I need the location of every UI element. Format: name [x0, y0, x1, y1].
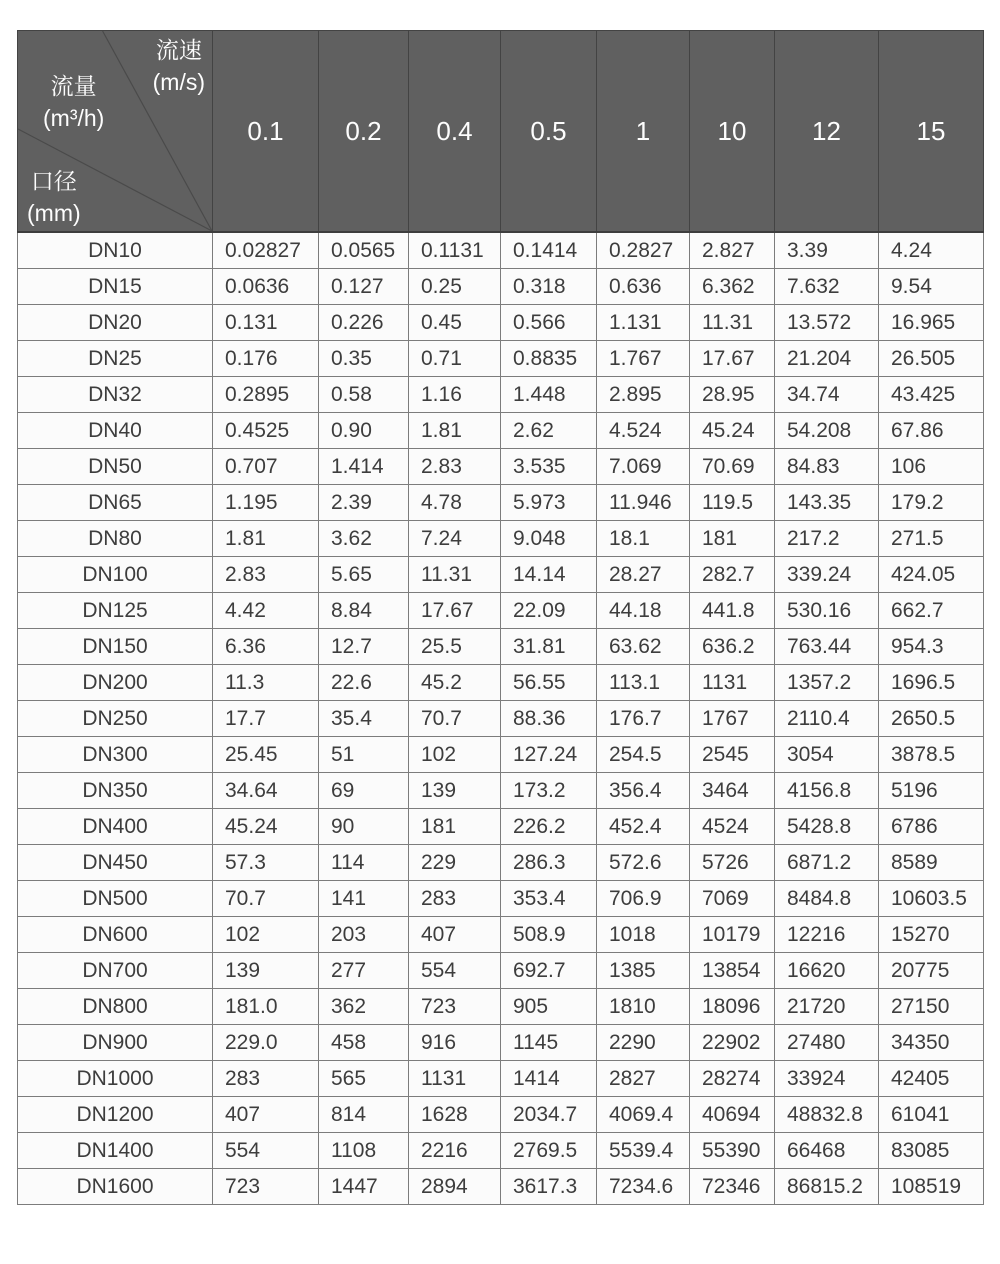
flow-value-cell: 54.208 [775, 413, 879, 449]
diameter-label-cell: DN300 [18, 737, 213, 773]
flow-value-cell: 1.767 [597, 341, 690, 377]
diameter-label-cell: DN600 [18, 917, 213, 953]
flow-value-cell: 226.2 [501, 809, 597, 845]
flow-value-cell: 2.83 [213, 557, 319, 593]
flow-value-cell: 723 [409, 989, 501, 1025]
diameter-label-cell: DN50 [18, 449, 213, 485]
flow-value-cell: 4524 [690, 809, 775, 845]
diameter-label-cell: DN80 [18, 521, 213, 557]
flow-value-cell: 143.35 [775, 485, 879, 521]
flow-value-cell: 1018 [597, 917, 690, 953]
flow-value-cell: 1.81 [213, 521, 319, 557]
flow-value-cell: 0.0636 [213, 269, 319, 305]
flow-value-cell: 31.81 [501, 629, 597, 665]
flow-value-cell: 2.39 [319, 485, 409, 521]
flow-value-cell: 179.2 [879, 485, 984, 521]
table-row [18, 232, 984, 269]
flow-value-cell: 66468 [775, 1133, 879, 1169]
flow-value-cell: 0.707 [213, 449, 319, 485]
flow-value-cell: 2216 [409, 1133, 501, 1169]
flow-value-cell: 67.86 [879, 413, 984, 449]
flow-value-cell: 407 [213, 1097, 319, 1133]
bore-label-text: 口径 [30, 168, 77, 194]
flow-value-cell: 2827 [597, 1061, 690, 1097]
flow-value-cell: 2.83 [409, 449, 501, 485]
flow-value-cell: 1696.5 [879, 665, 984, 701]
flow-value-cell: 13854 [690, 953, 775, 989]
flow-value-cell: 0.4525 [213, 413, 319, 449]
flow-value-cell: 86815.2 [775, 1169, 879, 1205]
flow-value-cell: 2894 [409, 1169, 501, 1205]
table-row [18, 845, 984, 881]
flow-value-cell: 42405 [879, 1061, 984, 1097]
corner-velocity-label [153, 34, 205, 98]
flow-value-cell: 28274 [690, 1061, 775, 1097]
flow-value-cell: 5196 [879, 773, 984, 809]
diameter-label-cell: DN200 [18, 665, 213, 701]
flow-value-cell: 16620 [775, 953, 879, 989]
flow-value-cell: 356.4 [597, 773, 690, 809]
flow-value-cell: 283 [213, 1061, 319, 1097]
flow-value-cell: 83085 [879, 1133, 984, 1169]
flow-value-cell: 108519 [879, 1169, 984, 1205]
flow-value-cell: 554 [213, 1133, 319, 1169]
table-row [18, 341, 984, 377]
flow-value-cell: 20775 [879, 953, 984, 989]
flow-value-cell: 2545 [690, 737, 775, 773]
flow-value-cell: 5.65 [319, 557, 409, 593]
flow-value-cell: 1145 [501, 1025, 597, 1061]
flow-value-cell: 0.2827 [597, 232, 690, 269]
diameter-label-cell: DN1200 [18, 1097, 213, 1133]
table-body [18, 232, 984, 1205]
flow-value-cell: 61041 [879, 1097, 984, 1133]
diameter-label-cell: DN350 [18, 773, 213, 809]
flow-value-cell: 173.2 [501, 773, 597, 809]
flow-value-cell: 0.226 [319, 305, 409, 341]
flow-value-cell: 362 [319, 989, 409, 1025]
flow-value-cell: 3464 [690, 773, 775, 809]
flow-value-cell: 3.39 [775, 232, 879, 269]
diameter-label-cell: DN32 [18, 377, 213, 413]
diameter-label-cell: DN400 [18, 809, 213, 845]
flow-value-cell: 102 [409, 737, 501, 773]
flow-value-cell: 18096 [690, 989, 775, 1025]
table-row [18, 989, 984, 1025]
velocity-column-header: 0.4 [409, 31, 501, 233]
table-row [18, 269, 984, 305]
flow-value-cell: 0.0565 [319, 232, 409, 269]
flow-value-cell: 106 [879, 449, 984, 485]
flow-value-cell: 48832.8 [775, 1097, 879, 1133]
diameter-label-cell: DN25 [18, 341, 213, 377]
flow-value-cell: 9.048 [501, 521, 597, 557]
diameter-label-cell: DN100 [18, 557, 213, 593]
flow-value-cell: 407 [409, 917, 501, 953]
flow-value-cell: 45.2 [409, 665, 501, 701]
flow-value-cell: 14.14 [501, 557, 597, 593]
flow-value-cell: 0.45 [409, 305, 501, 341]
flow-value-cell: 3.535 [501, 449, 597, 485]
flow-value-cell: 35.4 [319, 701, 409, 737]
flow-value-cell: 1.195 [213, 485, 319, 521]
table-row [18, 809, 984, 845]
flow-value-cell: 28.95 [690, 377, 775, 413]
flow-value-cell: 0.8835 [501, 341, 597, 377]
table-row [18, 629, 984, 665]
diameter-label-cell: DN20 [18, 305, 213, 341]
flow-value-cell: 181 [409, 809, 501, 845]
flow-value-cell: 636.2 [690, 629, 775, 665]
flow-value-cell: 1385 [597, 953, 690, 989]
flow-value-cell: 5726 [690, 845, 775, 881]
flow-value-cell: 0.25 [409, 269, 501, 305]
flow-value-cell: 286.3 [501, 845, 597, 881]
flow-value-cell: 0.71 [409, 341, 501, 377]
flow-value-cell: 26.505 [879, 341, 984, 377]
flow-value-cell: 51 [319, 737, 409, 773]
flow-value-cell: 1628 [409, 1097, 501, 1133]
table-row [18, 413, 984, 449]
flow-value-cell: 34350 [879, 1025, 984, 1061]
flow-value-cell: 22.6 [319, 665, 409, 701]
flow-value-cell: 11.946 [597, 485, 690, 521]
flow-value-cell: 3878.5 [879, 737, 984, 773]
flow-value-cell: 5428.8 [775, 809, 879, 845]
flow-value-cell: 12216 [775, 917, 879, 953]
flow-value-cell: 181.0 [213, 989, 319, 1025]
flow-value-cell: 0.131 [213, 305, 319, 341]
diameter-label-cell: DN40 [18, 413, 213, 449]
flow-value-cell: 1.16 [409, 377, 501, 413]
flow-value-cell: 11.31 [690, 305, 775, 341]
flow-value-cell: 114 [319, 845, 409, 881]
diameter-label-cell: DN250 [18, 701, 213, 737]
flow-value-cell: 25.45 [213, 737, 319, 773]
flow-value-cell: 4.78 [409, 485, 501, 521]
flow-value-cell: 141 [319, 881, 409, 917]
flow-value-cell: 954.3 [879, 629, 984, 665]
diameter-label-cell: DN450 [18, 845, 213, 881]
flow-value-cell: 508.9 [501, 917, 597, 953]
flow-value-cell: 27480 [775, 1025, 879, 1061]
velocity-column-header: 10 [690, 31, 775, 233]
flow-value-cell: 0.1414 [501, 232, 597, 269]
flow-value-cell: 56.55 [501, 665, 597, 701]
flow-value-cell: 0.02827 [213, 232, 319, 269]
flow-value-cell: 1767 [690, 701, 775, 737]
table-row [18, 305, 984, 341]
flow-value-cell: 127.24 [501, 737, 597, 773]
flow-value-cell: 572.6 [597, 845, 690, 881]
flow-value-cell: 9.54 [879, 269, 984, 305]
table-row [18, 665, 984, 701]
flow-value-cell: 1.131 [597, 305, 690, 341]
table-row [18, 1133, 984, 1169]
flow-value-cell: 11.3 [213, 665, 319, 701]
flow-value-cell: 181 [690, 521, 775, 557]
bore-unit-text: (mm) [27, 200, 81, 226]
flow-value-cell: 45.24 [690, 413, 775, 449]
flow-value-cell: 1.448 [501, 377, 597, 413]
flow-value-cell: 0.318 [501, 269, 597, 305]
table-row [18, 881, 984, 917]
flow-value-cell: 113.1 [597, 665, 690, 701]
flow-value-cell: 662.7 [879, 593, 984, 629]
flow-value-cell: 25.5 [409, 629, 501, 665]
flow-value-cell: 72346 [690, 1169, 775, 1205]
flow-value-cell: 4156.8 [775, 773, 879, 809]
flow-value-cell: 17.67 [690, 341, 775, 377]
flow-value-cell: 7.069 [597, 449, 690, 485]
flow-value-cell: 0.176 [213, 341, 319, 377]
table-row [18, 1169, 984, 1205]
flow-value-cell: 723 [213, 1169, 319, 1205]
flow-value-cell: 706.9 [597, 881, 690, 917]
flow-value-cell: 2.62 [501, 413, 597, 449]
flow-value-cell: 203 [319, 917, 409, 953]
flow-value-cell: 424.05 [879, 557, 984, 593]
flow-value-cell: 6871.2 [775, 845, 879, 881]
table-row [18, 521, 984, 557]
table-row [18, 701, 984, 737]
flow-value-cell: 814 [319, 1097, 409, 1133]
flow-value-cell: 0.90 [319, 413, 409, 449]
flow-value-cell: 353.4 [501, 881, 597, 917]
flow-value-cell: 2290 [597, 1025, 690, 1061]
flow-value-cell: 1357.2 [775, 665, 879, 701]
flow-value-cell: 277 [319, 953, 409, 989]
flow-label-text: 流量 [50, 73, 97, 99]
diameter-label-cell: DN15 [18, 269, 213, 305]
flow-value-cell: 1447 [319, 1169, 409, 1205]
flow-value-cell: 22902 [690, 1025, 775, 1061]
flow-value-cell: 1131 [409, 1061, 501, 1097]
flow-value-cell: 3617.3 [501, 1169, 597, 1205]
flow-value-cell: 1810 [597, 989, 690, 1025]
flow-value-cell: 3054 [775, 737, 879, 773]
flow-value-cell: 1.81 [409, 413, 501, 449]
flow-value-cell: 8589 [879, 845, 984, 881]
flow-value-cell: 11.31 [409, 557, 501, 593]
table-row [18, 377, 984, 413]
flow-value-cell: 12.7 [319, 629, 409, 665]
flow-value-cell: 90 [319, 809, 409, 845]
flow-value-cell: 22.09 [501, 593, 597, 629]
flow-value-cell: 916 [409, 1025, 501, 1061]
table-row [18, 485, 984, 521]
flow-value-cell: 21.204 [775, 341, 879, 377]
flow-value-cell: 102 [213, 917, 319, 953]
table-row [18, 593, 984, 629]
flow-value-cell: 2.827 [690, 232, 775, 269]
velocity-column-header: 15 [879, 31, 984, 233]
velocity-column-header: 0.1 [213, 31, 319, 233]
flow-value-cell: 43.425 [879, 377, 984, 413]
flow-value-cell: 554 [409, 953, 501, 989]
flow-value-cell: 2034.7 [501, 1097, 597, 1133]
velocity-label-text: 流速 [155, 37, 202, 63]
flow-value-cell: 1.414 [319, 449, 409, 485]
flow-value-cell: 33924 [775, 1061, 879, 1097]
diameter-label-cell: DN1400 [18, 1133, 213, 1169]
flow-value-cell: 34.74 [775, 377, 879, 413]
flow-value-cell: 13.572 [775, 305, 879, 341]
flow-value-cell: 905 [501, 989, 597, 1025]
table-row [18, 917, 984, 953]
table-row [18, 737, 984, 773]
flow-value-cell: 4.24 [879, 232, 984, 269]
flow-value-cell: 10179 [690, 917, 775, 953]
table-row [18, 1061, 984, 1097]
flow-value-cell: 176.7 [597, 701, 690, 737]
flow-value-cell: 6.36 [213, 629, 319, 665]
flow-value-cell: 7069 [690, 881, 775, 917]
flow-value-cell: 2769.5 [501, 1133, 597, 1169]
flow-value-cell: 69 [319, 773, 409, 809]
velocity-column-header: 12 [775, 31, 879, 233]
corner-flow-label [43, 70, 104, 134]
flow-value-cell: 8.84 [319, 593, 409, 629]
flow-value-cell: 55390 [690, 1133, 775, 1169]
diameter-label-cell: DN1600 [18, 1169, 213, 1205]
flow-value-cell: 7234.6 [597, 1169, 690, 1205]
flow-value-cell: 70.69 [690, 449, 775, 485]
flow-value-cell: 3.62 [319, 521, 409, 557]
flow-conversion-table [17, 30, 984, 1205]
corner-bore-label [27, 165, 81, 229]
flow-value-cell: 6786 [879, 809, 984, 845]
flow-value-cell: 2.895 [597, 377, 690, 413]
flow-value-cell: 4069.4 [597, 1097, 690, 1133]
flow-value-cell: 18.1 [597, 521, 690, 557]
flow-value-cell: 254.5 [597, 737, 690, 773]
flow-value-cell: 441.8 [690, 593, 775, 629]
flow-value-cell: 229 [409, 845, 501, 881]
table-row [18, 1097, 984, 1133]
velocity-column-header: 0.2 [319, 31, 409, 233]
diameter-label-cell: DN150 [18, 629, 213, 665]
flow-value-cell: 565 [319, 1061, 409, 1097]
flow-value-cell: 692.7 [501, 953, 597, 989]
flow-value-cell: 1108 [319, 1133, 409, 1169]
flow-value-cell: 0.1131 [409, 232, 501, 269]
flow-value-cell: 339.24 [775, 557, 879, 593]
flow-value-cell: 10603.5 [879, 881, 984, 917]
table-row [18, 557, 984, 593]
flow-value-cell: 57.3 [213, 845, 319, 881]
flow-value-cell: 452.4 [597, 809, 690, 845]
flow-value-cell: 4.524 [597, 413, 690, 449]
diameter-label-cell: DN65 [18, 485, 213, 521]
flow-value-cell: 1414 [501, 1061, 597, 1097]
flow-value-cell: 763.44 [775, 629, 879, 665]
diameter-label-cell: DN800 [18, 989, 213, 1025]
velocity-column-header: 1 [597, 31, 690, 233]
header-row [18, 31, 984, 233]
flow-value-cell: 458 [319, 1025, 409, 1061]
flow-value-cell: 16.965 [879, 305, 984, 341]
flow-value-cell: 84.83 [775, 449, 879, 485]
table-header [18, 31, 984, 233]
flow-value-cell: 8484.8 [775, 881, 879, 917]
table-row [18, 449, 984, 485]
flow-value-cell: 229.0 [213, 1025, 319, 1061]
flow-value-cell: 1131 [690, 665, 775, 701]
flow-value-cell: 21720 [775, 989, 879, 1025]
flow-value-cell: 0.636 [597, 269, 690, 305]
flow-value-cell: 5539.4 [597, 1133, 690, 1169]
flow-value-cell: 0.35 [319, 341, 409, 377]
flow-value-cell: 27150 [879, 989, 984, 1025]
flow-value-cell: 139 [213, 953, 319, 989]
flow-value-cell: 271.5 [879, 521, 984, 557]
flow-value-cell: 4.42 [213, 593, 319, 629]
flow-value-cell: 15270 [879, 917, 984, 953]
flow-value-cell: 7.24 [409, 521, 501, 557]
flow-value-cell: 282.7 [690, 557, 775, 593]
flow-value-cell: 2650.5 [879, 701, 984, 737]
flow-value-cell: 6.362 [690, 269, 775, 305]
flow-value-cell: 0.127 [319, 269, 409, 305]
diameter-label-cell: DN900 [18, 1025, 213, 1061]
velocity-unit-text: (m/s) [152, 69, 205, 95]
flow-value-cell: 88.36 [501, 701, 597, 737]
flow-conversion-table-container [17, 30, 984, 1205]
flow-value-cell: 63.62 [597, 629, 690, 665]
flow-value-cell: 139 [409, 773, 501, 809]
flow-value-cell: 7.632 [775, 269, 879, 305]
diameter-label-cell: DN1000 [18, 1061, 213, 1097]
flow-value-cell: 44.18 [597, 593, 690, 629]
flow-value-cell: 0.2895 [213, 377, 319, 413]
flow-value-cell: 70.7 [213, 881, 319, 917]
flow-value-cell: 119.5 [690, 485, 775, 521]
table-row [18, 953, 984, 989]
table-row [18, 1025, 984, 1061]
diameter-label-cell: DN10 [18, 232, 213, 269]
flow-value-cell: 0.58 [319, 377, 409, 413]
corner-header-cell [18, 31, 213, 233]
flow-value-cell: 17.7 [213, 701, 319, 737]
flow-value-cell: 2110.4 [775, 701, 879, 737]
table-row [18, 773, 984, 809]
flow-value-cell: 283 [409, 881, 501, 917]
flow-unit-text: (m³/h) [43, 105, 105, 131]
flow-value-cell: 17.67 [409, 593, 501, 629]
diameter-label-cell: DN500 [18, 881, 213, 917]
flow-value-cell: 530.16 [775, 593, 879, 629]
flow-value-cell: 217.2 [775, 521, 879, 557]
flow-value-cell: 5.973 [501, 485, 597, 521]
flow-value-cell: 40694 [690, 1097, 775, 1133]
flow-value-cell: 34.64 [213, 773, 319, 809]
flow-value-cell: 0.566 [501, 305, 597, 341]
diameter-label-cell: DN125 [18, 593, 213, 629]
flow-value-cell: 28.27 [597, 557, 690, 593]
flow-value-cell: 45.24 [213, 809, 319, 845]
velocity-column-header: 0.5 [501, 31, 597, 233]
flow-value-cell: 70.7 [409, 701, 501, 737]
diameter-label-cell: DN700 [18, 953, 213, 989]
